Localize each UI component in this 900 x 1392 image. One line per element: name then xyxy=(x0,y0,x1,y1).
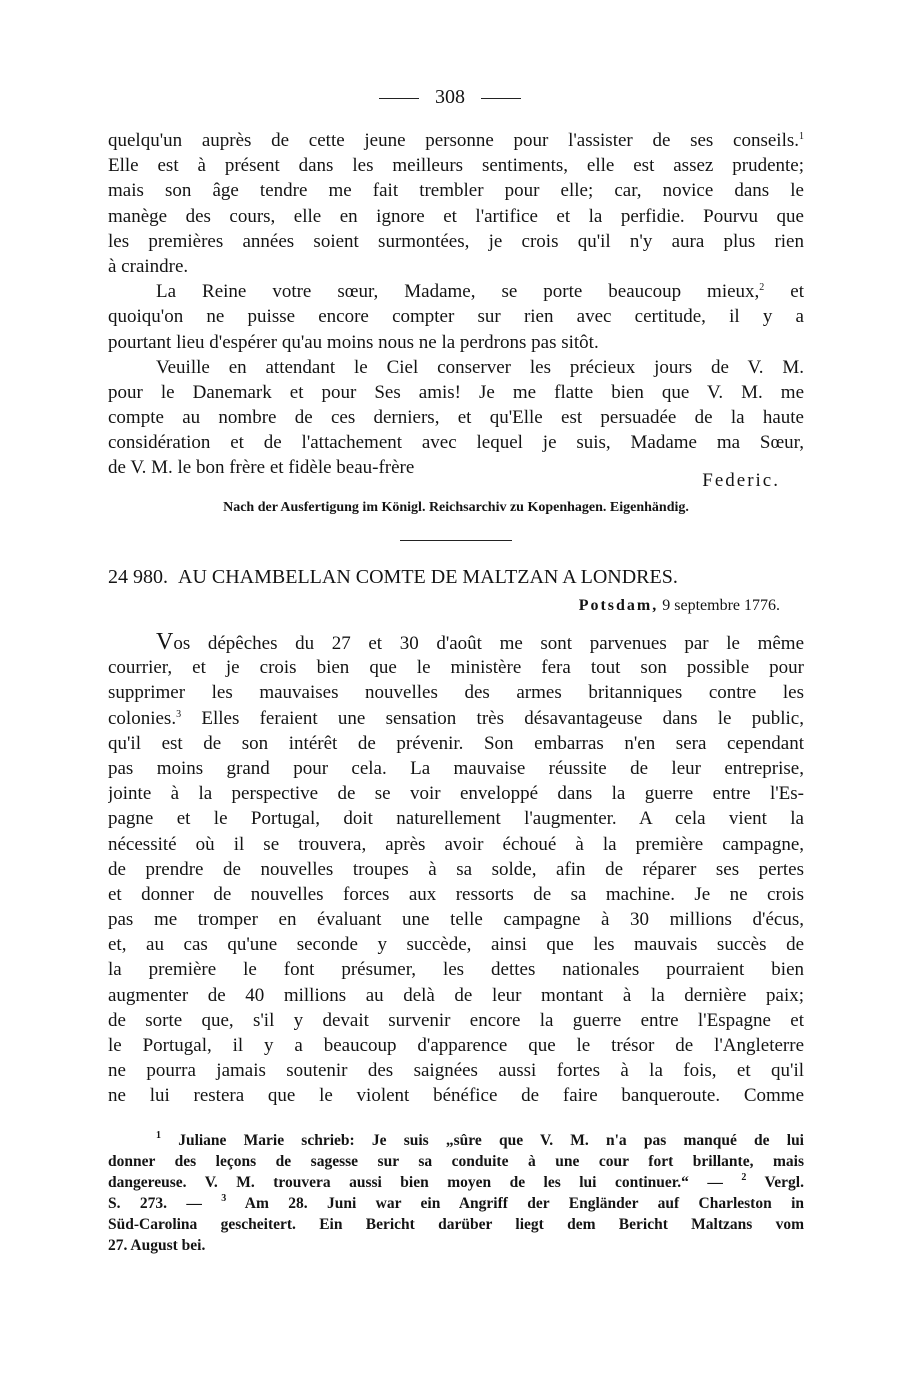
letter-1-text xyxy=(108,128,804,481)
text-line: pas me tromper en évaluant une telle campagne à 30 millions d'écus, xyxy=(108,909,804,931)
text-line: Elle est à présent dans les meilleurs sentiments, elle est assez prudente; xyxy=(108,155,804,177)
text-line: augmenter de 40 millions au delà de leur montant à la dernière paix; xyxy=(108,984,804,1006)
page-header xyxy=(0,86,900,109)
letter-recipient: AU CHAMBELLAN COMTE DE MALTZAN A LONDRES. xyxy=(178,566,678,588)
text-line: manège des cours, elle en ignore et l'artifice et la perfidie. Pourvu que xyxy=(108,205,804,227)
letter-2-text xyxy=(108,630,804,1109)
text-line: jointe à la perspective de se voir enveloppé dans la guerre entre l'Es- xyxy=(108,783,804,805)
text-line: pour le Danemark et pour Ses amis! Je me flatte bien que V. M. me xyxy=(108,381,804,403)
text-line: le Portugal, il y a beaucoup d'apparence que le trésor de l'Angleterre xyxy=(108,1035,804,1056)
place-date xyxy=(108,597,780,615)
text-line: les premières années soient surmontées, je crois qu'il n'y aura plus rien xyxy=(108,230,804,252)
letter-date: 9 septembre 1776. xyxy=(662,597,780,614)
text-line: ne lui restera que le violent bénéfice de faire banqueroute. Comme xyxy=(108,1085,804,1107)
text-line: colonies.$^3$ Elles feraient une sensation très désavantageuse dans le public, xyxy=(108,707,804,729)
section-divider xyxy=(400,540,512,541)
text-line: de prendre de nouvelles troupes à sa solde, afin de réparer ses pertes xyxy=(108,858,804,880)
source-note: Nach der Ausfertigung im Königl. Reichsarchiv zu Kopenhagen. Eigenhändig. xyxy=(223,500,689,515)
text-line: la première le font présumer, les dettes nationales pourraient bien xyxy=(108,959,804,981)
signature: Federic. xyxy=(702,470,780,491)
text-line: à craindre. xyxy=(108,255,189,277)
footnote-line: donner des leçons de sagesse sur sa conduite à une cour fort brillante, mais xyxy=(108,1153,804,1170)
text-line: ne pourra jamais soutenir des saignées aussi fortes à la fois, et qu'il xyxy=(108,1060,804,1082)
text-line: et donner de nouvelles forces aux ressorts de sa machine. Je ne crois xyxy=(108,883,804,905)
text-line: courrier, et je crois bien que le ministère fera tout son possible pour xyxy=(108,657,804,679)
text-line: et, au cas qu'une seconde y succède, ainsi que les mauvais succès de xyxy=(108,934,804,956)
text-line: Veuille en attendant le Ciel conserver les précieux jours de V. M. xyxy=(156,356,804,378)
letter-heading xyxy=(108,566,804,589)
text-line: La Reine votre sœur, Madame, se porte beaucoup mieux,$^2$ et xyxy=(156,281,804,303)
footnotes xyxy=(108,1130,804,1256)
page-number: 308 xyxy=(435,86,465,108)
footnote-line: 27. August bei. xyxy=(108,1237,206,1254)
text-line: Vos dépêches du 27 et 30 d'août me sont parvenues par le même xyxy=(156,630,804,655)
text-line: considération et de l'attachement avec lequel je suis, Madame ma Sœur, xyxy=(108,432,804,454)
text-line: de V. M. le bon frère et fidèle beau-frère xyxy=(108,457,415,479)
text-line: compte au nombre de ces derniers, et qu'Elle est persuadée de la haute xyxy=(108,407,804,429)
text-line: pourtant lieu d'espérer qu'au moins nous ne la perdrons pas sitôt. xyxy=(108,331,599,353)
text-line: supprimer les mauvaises nouvelles des armes britanniques contre les xyxy=(108,682,804,704)
text-line: quelqu'un auprès de cette jeune personne pour l'assister de ses conseils.$^1$ xyxy=(108,130,804,151)
footnote-line: dangereuse. V. M. trouvera aussi bien moyen de les lui continuer.“ — $^2$ Vergl. xyxy=(108,1172,804,1191)
footnote-line: S. 273. — $^3$ Am 28. Juni war ein Angriff der Engländer auf Charleston in xyxy=(108,1193,804,1212)
text-line: pas moins grand pour cela. La mauvaise réussite de leur entreprise, xyxy=(108,757,804,779)
text-line: quoiqu'on ne puisse encore compter sur rien avec certitude, il y a xyxy=(108,306,804,328)
footnote-line: Süd-Carolina gescheitert. Ein Bericht darüber liegt dem Bericht Maltzans vom xyxy=(108,1216,804,1233)
drop-cap: V xyxy=(156,630,174,655)
text-line: pagne et le Portugal, doit naturellement l'augmenter. A cela vient la xyxy=(108,808,804,830)
text-line: de sorte que, s'il y devait survenir encore la guerre entre l'Espagne et xyxy=(108,1009,804,1031)
footnote-line: $^1$ Juliane Marie schrieb: Je suis „sûre que V. M. n'a pas manqué de lui xyxy=(156,1130,804,1149)
header-dash-left xyxy=(379,98,419,99)
header-dash-right xyxy=(481,98,521,99)
text-line: nécessité où il se trouvera, après avoir échoué à la première campagne, xyxy=(108,833,804,855)
letter-number: 24 980. xyxy=(108,566,168,588)
letter-place: Potsdam, xyxy=(578,597,659,614)
text-line: qu'il est de son intérêt de prévenir. Son embarras n'en sera cependant xyxy=(108,732,804,754)
text-line: mais son âge tendre me fait trembler pour elle; car, novice dans le xyxy=(108,180,804,202)
